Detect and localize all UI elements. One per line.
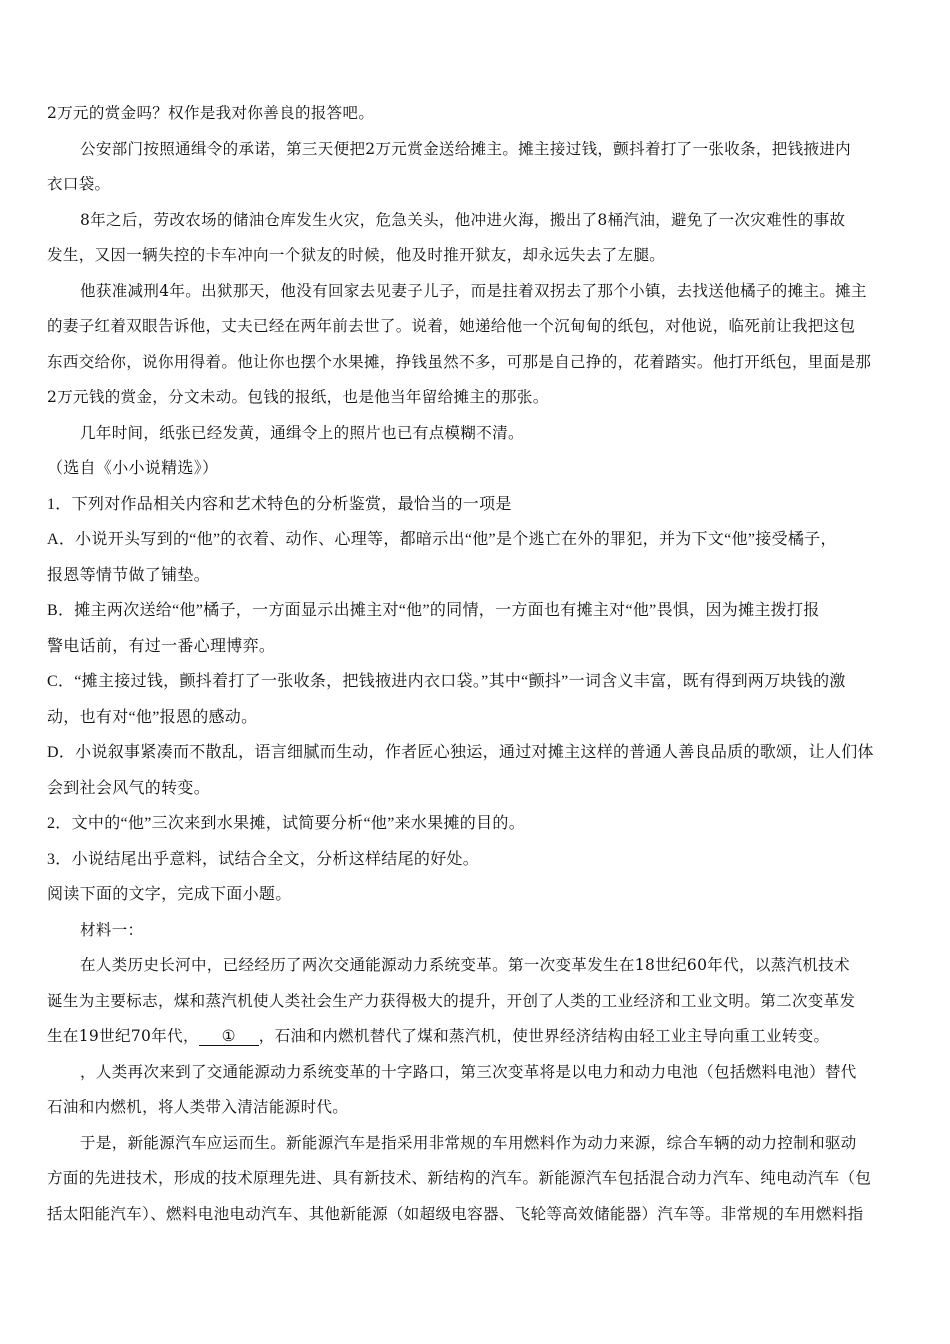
question-1-option-a: A．小说开头写到的“他”的衣着、动作、心理等，都暗示出“他”是个逃亡在外的罪犯，并为下文“他”接受橘子， bbox=[47, 531, 837, 548]
material-paragraph-line: 括太阳能汽车）、燃料电池电动汽车、其他新能源（如超级电容器、飞轮等高效储能器）汽车等。非常规的车用燃料指 bbox=[47, 1204, 864, 1223]
question-2: 2．文中的“他”三次来到水果摊，试简要分析“他”来水果摊的目的。 bbox=[47, 815, 526, 832]
question-1-option-c: C．“摊主接过钱，颤抖着打了一张收条，把钱掖进内衣口袋。”其中“颤抖”一词含义丰富，既有得到两万块钱的激 bbox=[47, 673, 846, 690]
story-source: （选自《小小说精选》） bbox=[47, 460, 219, 477]
story-line: 公安部门按照通缉令的承诺，第三天便把2万元赏金送给摊主。摊主接过钱，颤抖着打了一张收条，把钱掖进内 bbox=[80, 139, 852, 158]
material-text: 生在19世纪70年代， bbox=[47, 1027, 199, 1045]
question-1-option-d-cont: 会到社会风气的转变。 bbox=[47, 779, 211, 797]
material-paragraph-line bbox=[47, 1019, 907, 1055]
question-3: 3．小说结尾出乎意料，试结合全文，分析这样结尾的好处。 bbox=[47, 850, 480, 868]
material-paragraph-line: ，人类再次来到了交通能源动力系统变革的十字路口，第三次变革将是以电力和动力电池（包括燃料电池）替代 bbox=[80, 1062, 857, 1081]
reading-intro: 阅读下面的文字，完成下面小题。 bbox=[47, 886, 292, 903]
story-line: 的妻子红着双眼告诉他，丈夫已经在两年前去世了。说着，她递给他一个沉甸甸的纸包，对他说，临死前让我把这包 bbox=[47, 317, 856, 335]
story-line: 东西交给你，说你用得着。他让你也摆个水果摊，挣钱虽然不多，可那是自己挣的，花着踏实。他打开纸包，里面是那 bbox=[47, 352, 872, 371]
story-line: 8年之后，劳改农场的储油仓库发生火灾，危急关头，他冲进火海，搬出了8桶汽油，避免了一次灾难性的事故 bbox=[80, 210, 846, 229]
fill-blank-1: ① bbox=[199, 1027, 259, 1046]
story-line: 发生，又因一辆失控的卡车冲向一个狱友的时候，他及时推开狱友，却永远失去了左腿。 bbox=[47, 246, 666, 264]
material-paragraph-line: 于是，新能源汽车应运而生。新能源汽车是指采用非常规的车用燃料作为动力来源，综合车辆的动力控制和驱动 bbox=[80, 1133, 857, 1152]
material-paragraph-line: 在人类历史长河中，已经经历了两次交通能源动力系统变革。第一次变革发生在18世纪60年代，以蒸汽机技术 bbox=[80, 956, 850, 974]
question-1-option-b: B．摊主两次送给“他”橘子，一方面显示出摊主对“他”的同情，一方面也有摊主对“他”畏惧，因为摊主拨打报 bbox=[47, 602, 820, 619]
material-text: ，石油和内燃机替代了煤和蒸汽机，使世界经济结构由轻工业主导向重工业转变。 bbox=[258, 1027, 830, 1045]
material-title: 材料一： bbox=[80, 920, 144, 939]
story-line: 衣口袋。 bbox=[47, 175, 111, 193]
material-paragraph-line: 诞生为主要标志，煤和蒸汽机使人类社会生产力获得极大的提升，开创了人类的工业经济和工业文明。第二次变革发 bbox=[47, 991, 856, 1010]
document-page bbox=[47, 96, 907, 1232]
story-line: 几年时间，纸张已经发黄，通缉令上的照片也已有点模糊不清。 bbox=[80, 423, 524, 442]
question-1-option-b-cont: 警电话前，有过一番心理博弈。 bbox=[47, 637, 276, 655]
question-1-option-c-cont: 动，也有对“他”报恩的感动。 bbox=[47, 708, 258, 726]
story-line: 2万元的赏金吗？权作是我对你善良的报答吧。 bbox=[47, 104, 375, 122]
question-1-option-a-cont: 报恩等情节做了铺垫。 bbox=[47, 566, 211, 584]
story-line: 2万元钱的赏金，分文未动。包钱的报纸，也是他当年留给摊主的那张。 bbox=[47, 388, 549, 406]
question-1-option-d: D．小说叙事紧凑而不散乱，语言细腻而生动，作者匠心独运，通过对摊主这样的普通人善良品质的歌颂，让人们体 bbox=[47, 744, 874, 761]
story-line: 他获准减刑4年。出狱那天，他没有回家去见妻子儿子，而是拄着双拐去了那个小镇，去找送他橘子的摊主。摊主 bbox=[80, 281, 867, 300]
material-paragraph-line: 方面的先进技术，形成的技术原理先进、具有新技术、新结构的汽车。新能源汽车包括混合动力汽车、纯电动汽车（包 bbox=[47, 1169, 872, 1187]
material-paragraph-line: 石油和内燃机，将人类带入清洁能源时代。 bbox=[47, 1098, 349, 1116]
question-1-stem: 1．下列对作品相关内容和艺术特色的分析鉴赏，最恰当的一项是 bbox=[47, 495, 512, 513]
